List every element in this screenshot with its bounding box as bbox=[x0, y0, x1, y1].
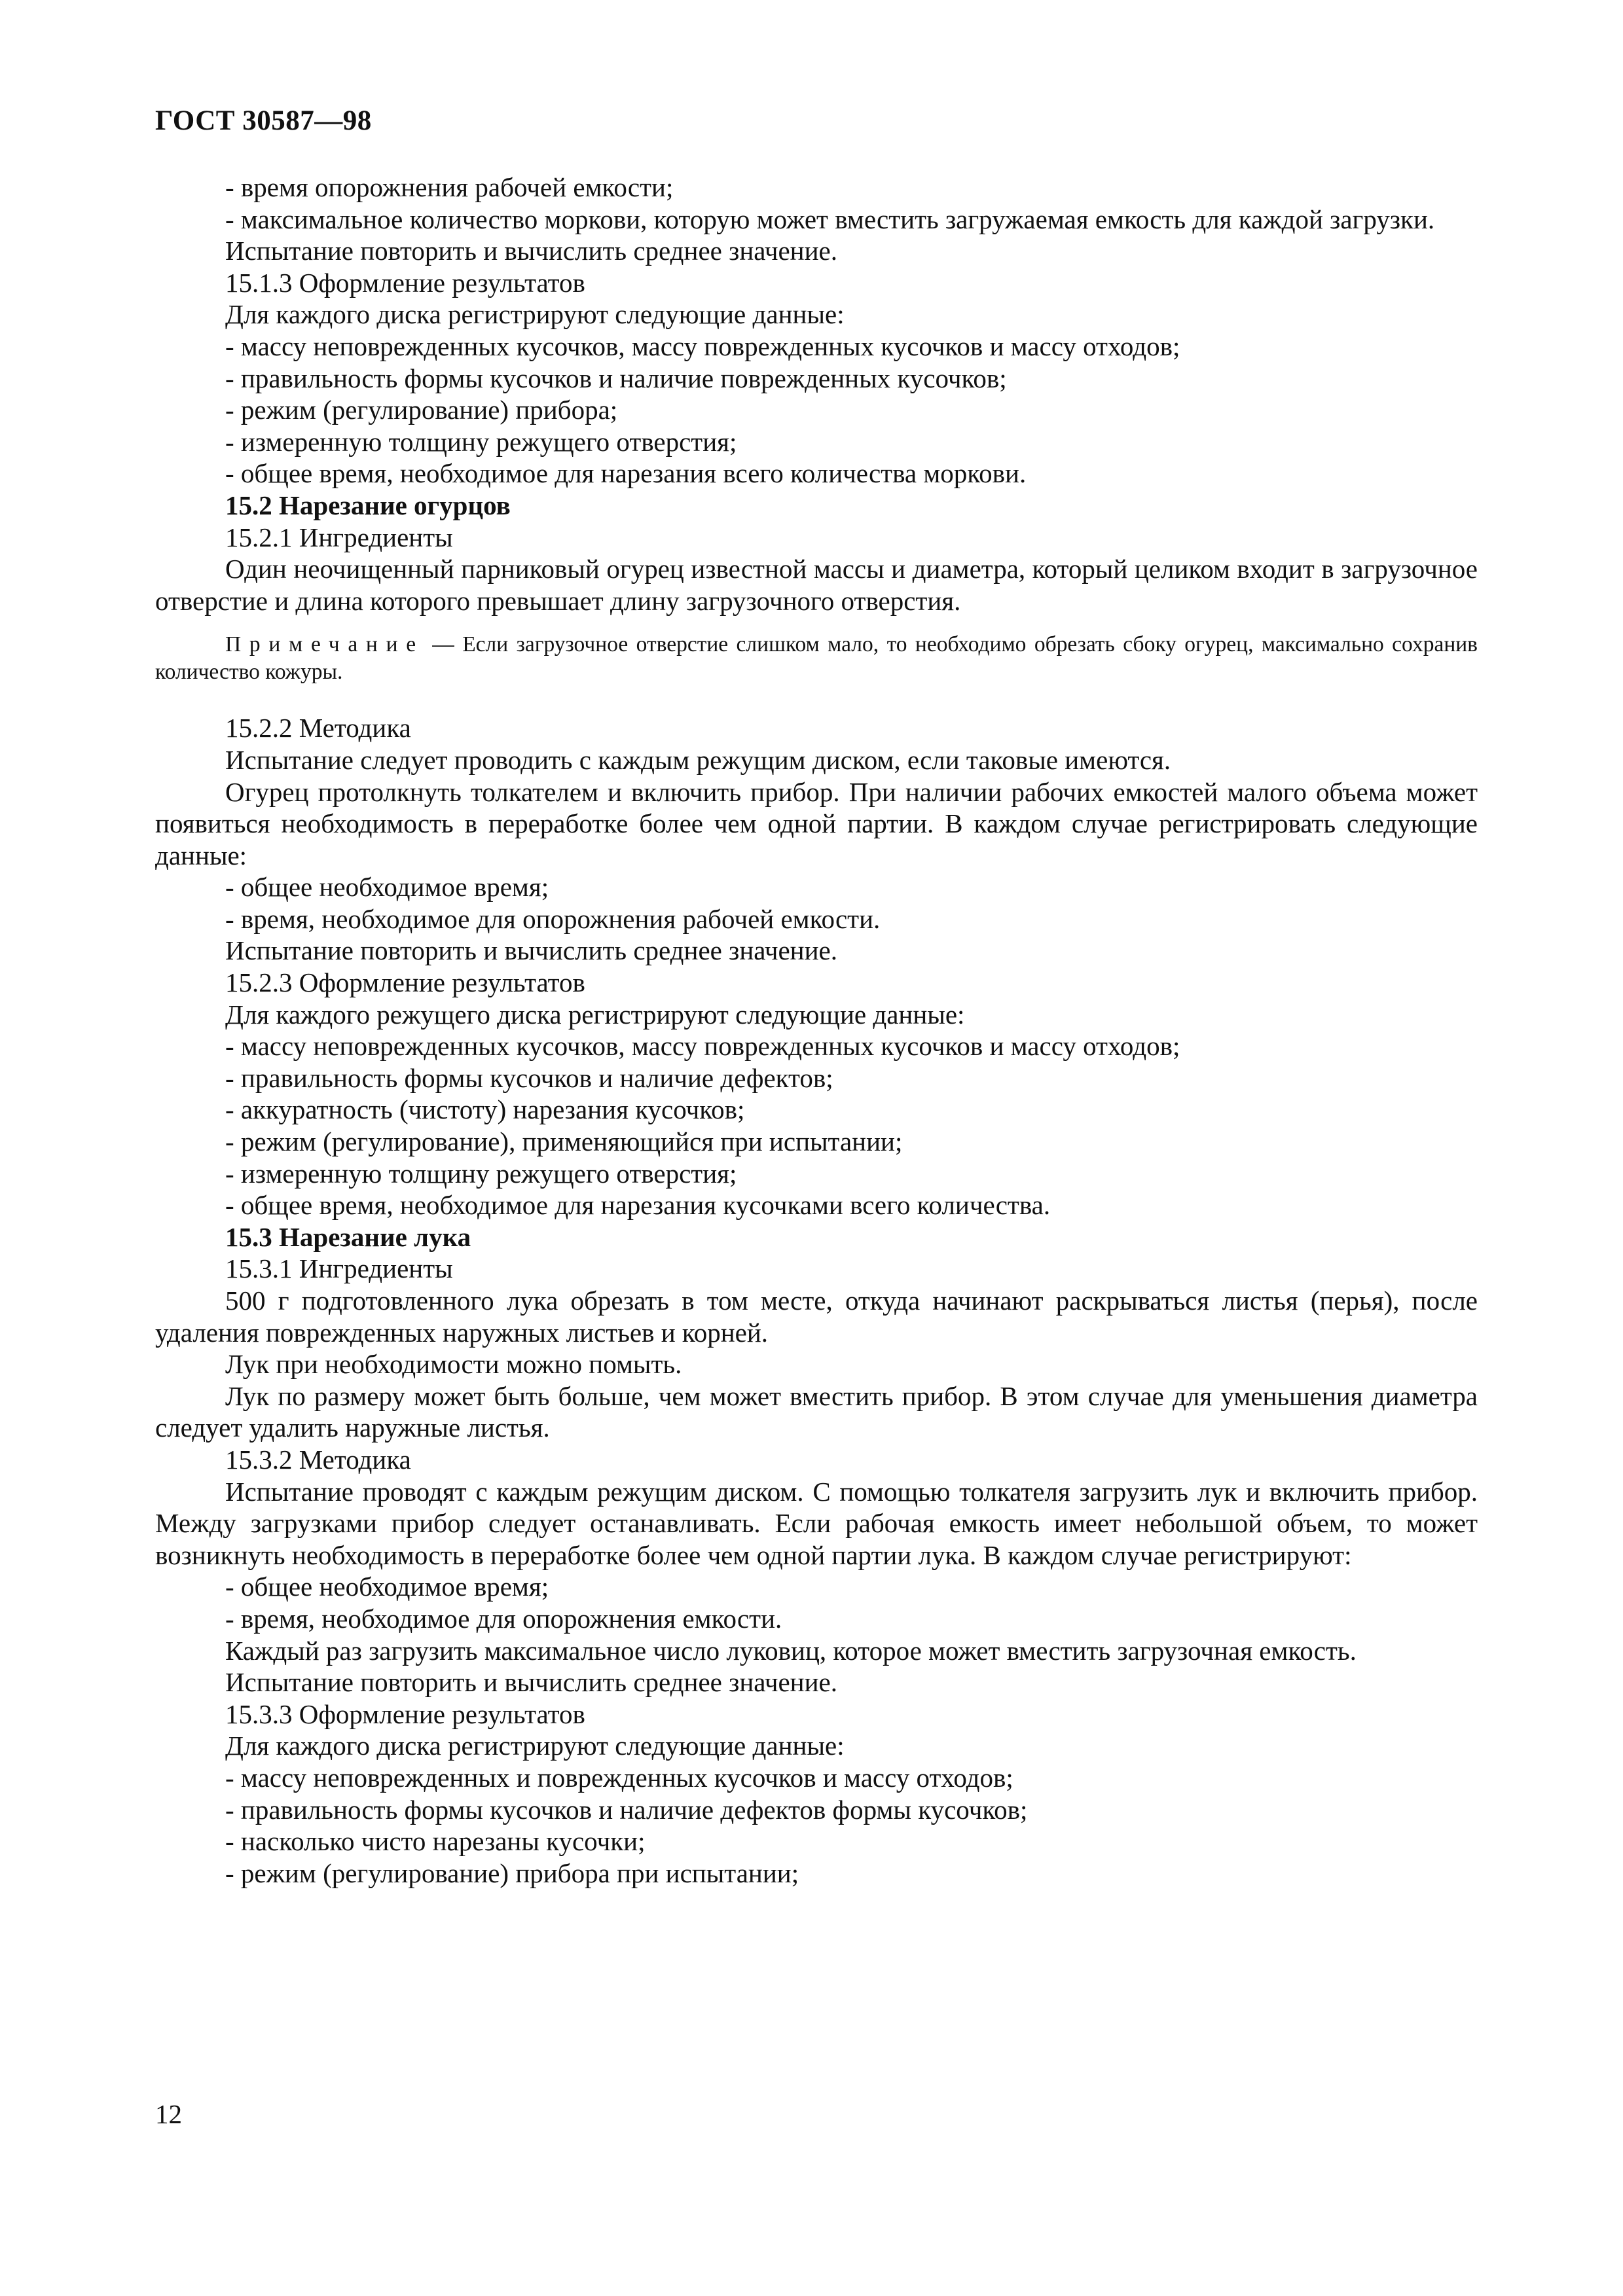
paragraph: 500 г подготовленного лука обрезать в том месте, откуда начинают раскрываться листья (перья), после удаления поврежденных наружных листьев и корней. bbox=[155, 1285, 1478, 1348]
list-item: - правильность формы кусочков и наличие дефектов формы кусочков; bbox=[225, 1794, 1028, 1825]
list-item: - правильность формы кусочков и наличие дефектов; bbox=[225, 1062, 833, 1093]
paragraph: Для каждого диска регистрируют следующие данные: bbox=[225, 1731, 845, 1761]
paragraph: Испытание повторить и вычислить среднее значение. bbox=[225, 1667, 837, 1698]
paragraph: Лук при необходимости можно помыть. bbox=[225, 1349, 682, 1380]
list-item: - массу неповрежденных кусочков, массу поврежденных кусочков и массу отходов; bbox=[225, 331, 1180, 361]
list-item: - режим (регулирование) прибора; bbox=[225, 395, 618, 425]
note-text: — Если загрузочное отверстие слишком мало, то необходимо обрезать сбоку огурец, максимально сохранив количество кожуры. bbox=[155, 632, 1478, 685]
list-item: - время, необходимое для опорожнения рабочей емкости. bbox=[225, 903, 881, 934]
subsection-heading: 15.2.2 Методика bbox=[225, 713, 411, 744]
list-item: - максимальное количество моркови, которую может вместить загружаемая емкость для каждой загрузки. bbox=[225, 204, 1435, 234]
list-item: - измеренную толщину режущего отверстия; bbox=[225, 1158, 737, 1189]
list-item: - время опорожнения рабочей емкости; bbox=[225, 172, 674, 202]
list-item: - насколько чисто нарезаны кусочки; bbox=[225, 1826, 646, 1857]
list-item: - режим (регулирование), применяющийся при испытании; bbox=[225, 1126, 903, 1157]
list-item: - общее необходимое время; bbox=[225, 872, 549, 903]
document-body bbox=[155, 171, 1478, 1889]
note bbox=[155, 631, 1478, 686]
list-item: - режим (регулирование) прибора при испытании; bbox=[225, 1857, 799, 1888]
page-number: 12 bbox=[155, 2099, 182, 2129]
list-item: - общее необходимое время; bbox=[225, 1571, 549, 1602]
paragraph: Для каждого режущего диска регистрируют следующие данные: bbox=[225, 999, 965, 1030]
document-code: ГОСТ 30587—98 bbox=[155, 105, 372, 136]
note-label: Примечание bbox=[225, 632, 424, 657]
subsection-heading: 15.3.1 Ингредиенты bbox=[225, 1253, 453, 1284]
list-item: - измеренную толщину режущего отверстия; bbox=[225, 426, 737, 457]
paragraph: Каждый раз загрузить максимальное число луковиц, которое может вместить загрузочная емкость. bbox=[225, 1635, 1357, 1666]
list-item: - общее время, необходимое для нарезания всего количества моркови. bbox=[225, 458, 1027, 489]
list-item: - правильность формы кусочков и наличие поврежденных кусочков; bbox=[225, 363, 1007, 393]
paragraph: Испытание повторить и вычислить среднее значение. bbox=[225, 935, 837, 966]
paragraph: Испытание проводят с каждым режущим диском. С помощью толкателя загрузить лук и включить прибор. Между загрузками прибор следует останавливать. Если рабочая емкость имеет небольшой объем, то может возникнуть необходимость в переработке более чем одной партии лука. В каждом случае регистрируют: bbox=[155, 1476, 1478, 1570]
subsection-heading: 15.2.1 Ингредиенты bbox=[225, 522, 453, 552]
list-item: - общее время, необходимое для нарезания кусочками всего количества. bbox=[225, 1190, 1051, 1221]
subsection-heading: 15.3.2 Методика bbox=[225, 1444, 411, 1475]
subsection-heading: 15.3.3 Оформление результатов bbox=[225, 1698, 585, 1729]
list-item: - аккуратность (чистоту) нарезания кусочков; bbox=[225, 1094, 745, 1125]
paragraph: Один неочищенный парниковый огурец известной массы и диаметра, который целиком входит в загрузочное отверстие и длина которого превышает длину загрузочного отверстия. bbox=[155, 554, 1478, 616]
subsection-heading: 15.2.3 Оформление результатов bbox=[225, 967, 585, 998]
paragraph: Испытание следует проводить с каждым режущим диском, если таковые имеются. bbox=[225, 744, 1171, 775]
subsection-heading: 15.1.3 Оформление результатов bbox=[225, 267, 585, 298]
section-heading: 15.2 Нарезание огурцов bbox=[225, 490, 511, 520]
paragraph: Испытание повторить и вычислить среднее значение. bbox=[225, 236, 837, 266]
list-item: - время, необходимое для опорожнения емкости. bbox=[225, 1603, 782, 1634]
list-item: - массу неповрежденных кусочков, массу поврежденных кусочков и массу отходов; bbox=[225, 1031, 1180, 1062]
list-item: - массу неповрежденных и поврежденных кусочков и массу отходов; bbox=[225, 1762, 1013, 1793]
section-heading: 15.3 Нарезание лука bbox=[225, 1221, 471, 1252]
paragraph: Для каждого диска регистрируют следующие данные: bbox=[225, 299, 845, 330]
paragraph: Огурец протолкнуть толкателем и включить прибор. При наличии рабочих емкостей малого объема может появиться необходимость в переработке более чем одной партии. В каждом случае регистрировать следующие данные: bbox=[155, 776, 1478, 870]
paragraph: Лук по размеру может быть больше, чем может вместить прибор. В этом случае для уменьшения диаметра следует удалить наружные листья. bbox=[155, 1380, 1478, 1443]
